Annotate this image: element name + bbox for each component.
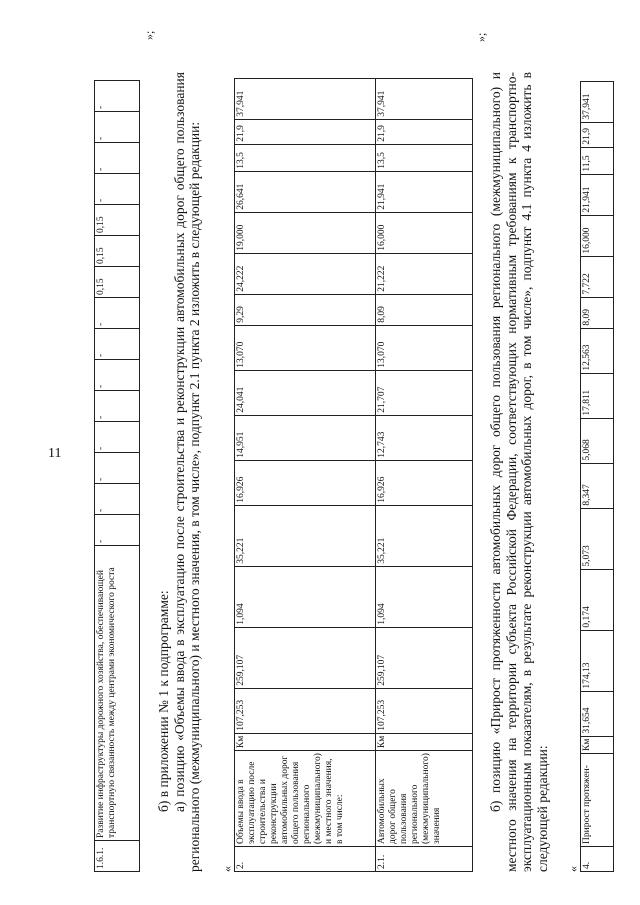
value-cell: 35,221 [235, 505, 376, 566]
value-cell: 21,941 [581, 174, 614, 215]
row-unit: Км [235, 733, 376, 750]
value-cell: 0,15 [95, 236, 140, 267]
row-number: 2. [235, 847, 376, 872]
value-cell: 107,253 [235, 688, 376, 733]
value-cell: 13,5 [376, 144, 473, 171]
value-cell: - [95, 422, 140, 453]
open-quote: « [566, 866, 580, 872]
value-cell: 7,722 [581, 256, 614, 297]
table-row-1-6-1 [94, 80, 140, 872]
closing-quote: »; [474, 32, 488, 42]
value-cell: - [95, 515, 140, 546]
value-cell: 5,068 [581, 418, 614, 463]
table-row [235, 78, 376, 871]
table-row-4 [580, 81, 614, 872]
value-cell: 26,641 [235, 171, 376, 212]
value-cell: 13,070 [376, 325, 473, 370]
row-number: 4. [581, 847, 614, 872]
paragraph-2 [488, 72, 550, 872]
value-cell: 37,941 [581, 81, 614, 122]
value-cell: 0,15 [95, 205, 140, 236]
value-cell: - [95, 484, 140, 515]
value-cell: - [95, 143, 140, 174]
closing-quote: »; [142, 30, 156, 40]
value-cell: 8,09 [581, 297, 614, 328]
value-cell: 21,9 [376, 119, 473, 144]
value-cell: 21,9 [581, 122, 614, 147]
value-cell: 8,09 [376, 294, 473, 325]
value-cell: 35,221 [376, 505, 473, 566]
value-cell: 16,926 [235, 460, 376, 505]
page-number: 11 [48, 446, 62, 461]
rotated-page-content [94, 12, 634, 872]
value-cell: - [95, 360, 140, 391]
value-cell: 8,347 [581, 463, 614, 508]
value-cell: 13,070 [235, 325, 376, 370]
paragraph-1-line: б) в приложении № 1 к подпрограмме: [156, 590, 171, 812]
value-cell: 37,941 [235, 78, 376, 119]
value-cell: 0,15 [95, 267, 140, 298]
row-name: Объемы ввода в эксплуатацию после строительства и реконструкции автомобильных дорог общего пользования регионального (межмуниципального) и местного значения, в том числе: [235, 751, 376, 847]
value-cell: 21,222 [376, 253, 473, 294]
value-cell: 174,13 [581, 630, 614, 691]
value-cell: - [95, 391, 140, 422]
row-name: Прирост протяжен- [581, 754, 614, 847]
value-cell: - [95, 329, 140, 360]
value-cell: - [95, 174, 140, 205]
value-cell: 107,253 [376, 688, 473, 733]
value-cell: 16,000 [581, 215, 614, 256]
value-cell: 11,5 [581, 147, 614, 174]
row-unit: Км [376, 733, 473, 750]
value-cell: 1,094 [376, 566, 473, 627]
open-quote: « [220, 866, 234, 872]
value-cell: 12,563 [581, 328, 614, 373]
value-cell: - [95, 453, 140, 484]
value-cell: 13,5 [235, 144, 376, 171]
paragraph-1 [156, 72, 203, 872]
value-cell: 37,941 [376, 78, 473, 119]
value-cell: 21,707 [376, 370, 473, 415]
paragraph-2-text: б) позицию «Прирост протяженности автомобильных дорог общего пользования регионального (межмуниципального) и местного значения на территории субъекта Российской Федерации, соответствующих нормативным требованиям к транспортно-эксплуатационным показателям, в результате реконструкции автомобильных дорог, в том числе», подпункт 4.1 пункта 4 изложить в следующей редакции: [488, 72, 550, 872]
value-cell: 9,29 [235, 294, 376, 325]
value-cell: 12,743 [376, 415, 473, 460]
value-cell: 5,073 [581, 508, 614, 569]
table-row [376, 78, 473, 871]
value-cell: 0,174 [581, 569, 614, 630]
value-cell: 17,811 [581, 373, 614, 418]
value-cell: 1,094 [235, 566, 376, 627]
value-cell: - [95, 81, 140, 112]
value-cell: 21,9 [235, 119, 376, 144]
row-name: Автомобильных дорог общего пользования регионального (межмуниципального) значения [376, 751, 473, 847]
value-cell: 19,000 [235, 212, 376, 253]
value-cell: 14,951 [235, 415, 376, 460]
value-cell: 24,041 [235, 370, 376, 415]
value-cell: 16,000 [376, 212, 473, 253]
row-unit: Км [581, 736, 614, 753]
row-number: 2.1. [376, 847, 473, 872]
value-cell: 21,941 [376, 171, 473, 212]
table-rows-2 [234, 78, 473, 872]
value-cell: 24,222 [235, 253, 376, 294]
value-cell: 31,654 [581, 691, 614, 736]
paragraph-1-text: а) позицию «Объемы ввода в эксплуатацию после строительства и реконструкции автомобильных дорог общего пользования регионального (межмуниципального) и местного значения, в том числе», подпункт 2.1 пункта 2 изложить в следующей редакции: [171, 72, 202, 872]
value-cell: - [95, 112, 140, 143]
row-title: Развитие инфраструктуры дорожного хозяйства, обеспечивающей транспортную связанность между центрами экономического роста [95, 546, 140, 841]
value-cell: 259,107 [376, 627, 473, 688]
value-cell: 16,926 [376, 460, 473, 505]
row-number: 1.6.1. [95, 841, 140, 872]
value-cell: 259,107 [235, 627, 376, 688]
value-cell: - [95, 298, 140, 329]
